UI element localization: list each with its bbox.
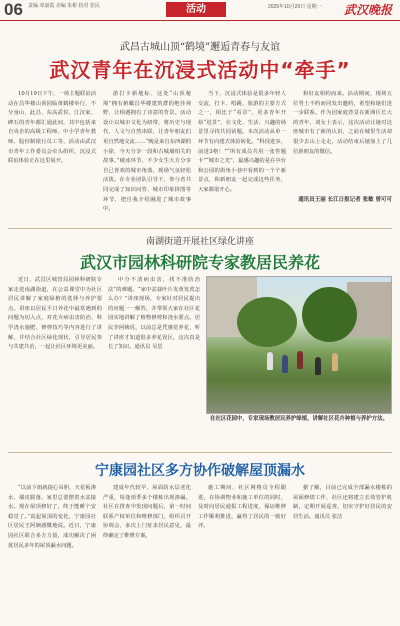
- article3-col1: “以前下雨就提心吊胆，天花板渗水、墙皮脱落，家里总要摆着水盆接水。现在屋顶修好了，终于能睡个安稳觉了。”说起屋顶的变化，宁康园社区居民王阿姨感慨地说。近日，宁康园社区联合多方力量，成功解决了困扰居民多年的屋顶漏水问题。: [8, 485, 96, 549]
- masthead: 武汉晚报: [344, 3, 393, 17]
- article1-col2: 游打卡新地标、这处“山顶秘境”拥有俯瞰昌华楼建筑群的绝佳视野，让相遇拥有了诗意的背景。活动设计以城市文化为纽带，将历史与现代、人文与自然串联，让青年朋友们更自然地交流……“晚是来自东西湖的小徐，今天分享一段和古城墙相关的故事。”破冰环节，不少女生大方分享自己喜欢的城市角落，现场气氛轻松活泼。在专业团队引导下，参与者共同完成了知识问答、城市印象拼图等环节，把自我介绍融进了城市故事中。: [103, 91, 191, 213]
- garden-photo: [206, 276, 392, 414]
- article3-col3: 施工期间，社区网格员全程跟进，在协调物业和施工单位的同时，及时向居民通报工程进度，保证维修工作顺利推进，赢得了居民的一致好评。: [198, 485, 286, 530]
- article1-col4: 和好友相约而来。活动期间，现场五位男士不约而同发出邀约，希望和她们进一步联系。作为因家庭背景在新洲区长大的青年，刘女士表示，这次活动让她对这座城市有了新的认识，之前在城里生活却很少去山上走走，活动结束后她加上了几位新朋友的微信。 通讯员王丽 长江日报记者 张敏 曾可可: [293, 90, 392, 224]
- article2-col2: 中分不清病虫害，找不准防治法”的难题。“家中盆栽叶片发黄发蔫怎么办？”讲座现场，专家针对居民提出的问题一一解答，并带领大家在社区花园实地讲解了植物修剪和浇水要点。居民李阿姨说，以前总是凭感觉养花，听了讲座才知道很多养花误区，这次真是长了知识。通讯员 吴思: [108, 277, 200, 351]
- page-number: 06: [4, 0, 23, 19]
- issue-date: 2025年10月20日 星期一: [268, 4, 322, 10]
- photo-caption: 在社区花园中，专家现场教居民养护绿植，讲解社区花卉种植与养护方法。: [210, 416, 388, 422]
- article1-byline: 通讯员王丽 长江日报记者 张敏 曾可可: [298, 197, 392, 203]
- divider: [8, 228, 392, 229]
- article1-kicker: 武昌古城山顶“鹤境”邂逅青春与友谊: [119, 42, 281, 53]
- article3-col2: 建成年代较早，屋面防水层老化严重，每逢雨季多个楼栋出现渗漏。社区在排查中发现问题后，第一时间联系产权单位和维修部门，组织召开协调会，多次上门征求居民意见，最终确定了维修方案。: [103, 485, 191, 539]
- article2-kicker: 南湖街道开展社区绿化讲座: [145, 237, 254, 247]
- article3-headline: 宁康园社区多方协作破解屋顶漏水: [95, 463, 305, 479]
- editor-credits: 责编 邓丽霞 美编 朱彬 校对 张民: [28, 3, 100, 9]
- article1-col1: 10月19日下午，一场主题联谊活动在昌华楼山顶园临黄鹤楼举行，不分身山，此昌、东高武侯、江汉家、碑石的青年都汇通此间，其中包括来自央企的高级工程师、中小学青年教师、股份制银行员工等，活动由武汉市青年工作委员会牵头组织，沉浸式联谊体验正在这里展开。: [8, 91, 96, 165]
- page-header: [0, 0, 400, 21]
- article2-col1: 近日，武昌区城管局园林科研院专家走进南湖街道，在公益课堂中为社区居民讲解了家庭绿植的选择与养护要点。讲座以居民平日养花中最常遇到的问题为切入点，对花卉病虫害防治、科学浇水施肥、修剪技巧等内容进行了讲解，并结合社区绿化现状，引导居民参与共建共治，一起让社区环境更美丽。: [8, 277, 102, 351]
- section-label: 活动: [166, 2, 226, 17]
- article3-col4: 据了解，目前已完成全部漏水楼栋的屋面修缮工作，社区还将建立长效管护机制，定期开展巡查，切实守护好居民的安居生活。通讯员 张洁: [293, 485, 392, 520]
- article2-headline: 武汉市园林科研院专家教居民养花: [79, 253, 320, 272]
- article1-headline: 武汉青年在沉浸式活动中“牵手”: [49, 58, 351, 82]
- article1-col3: 当下，沉浸式体验是很多年轻人交流，打卡、唱跳、旅游的主要方式之一，相比于“看景”，更多青年开始“进景”，在文化、生活、兴趣的场景里寻找共同话题。本次活动从单一环节有向建式体验转化。“科技进步，前进3格！”“所有成员共用一张答题卡”“城市之光”，最感兴趣的是在亭台和公园的街角小巷中看到的一个个新景点，和新朋友一起完成这些任务，大家都很开心。: [198, 91, 286, 193]
- divider: [8, 452, 392, 453]
